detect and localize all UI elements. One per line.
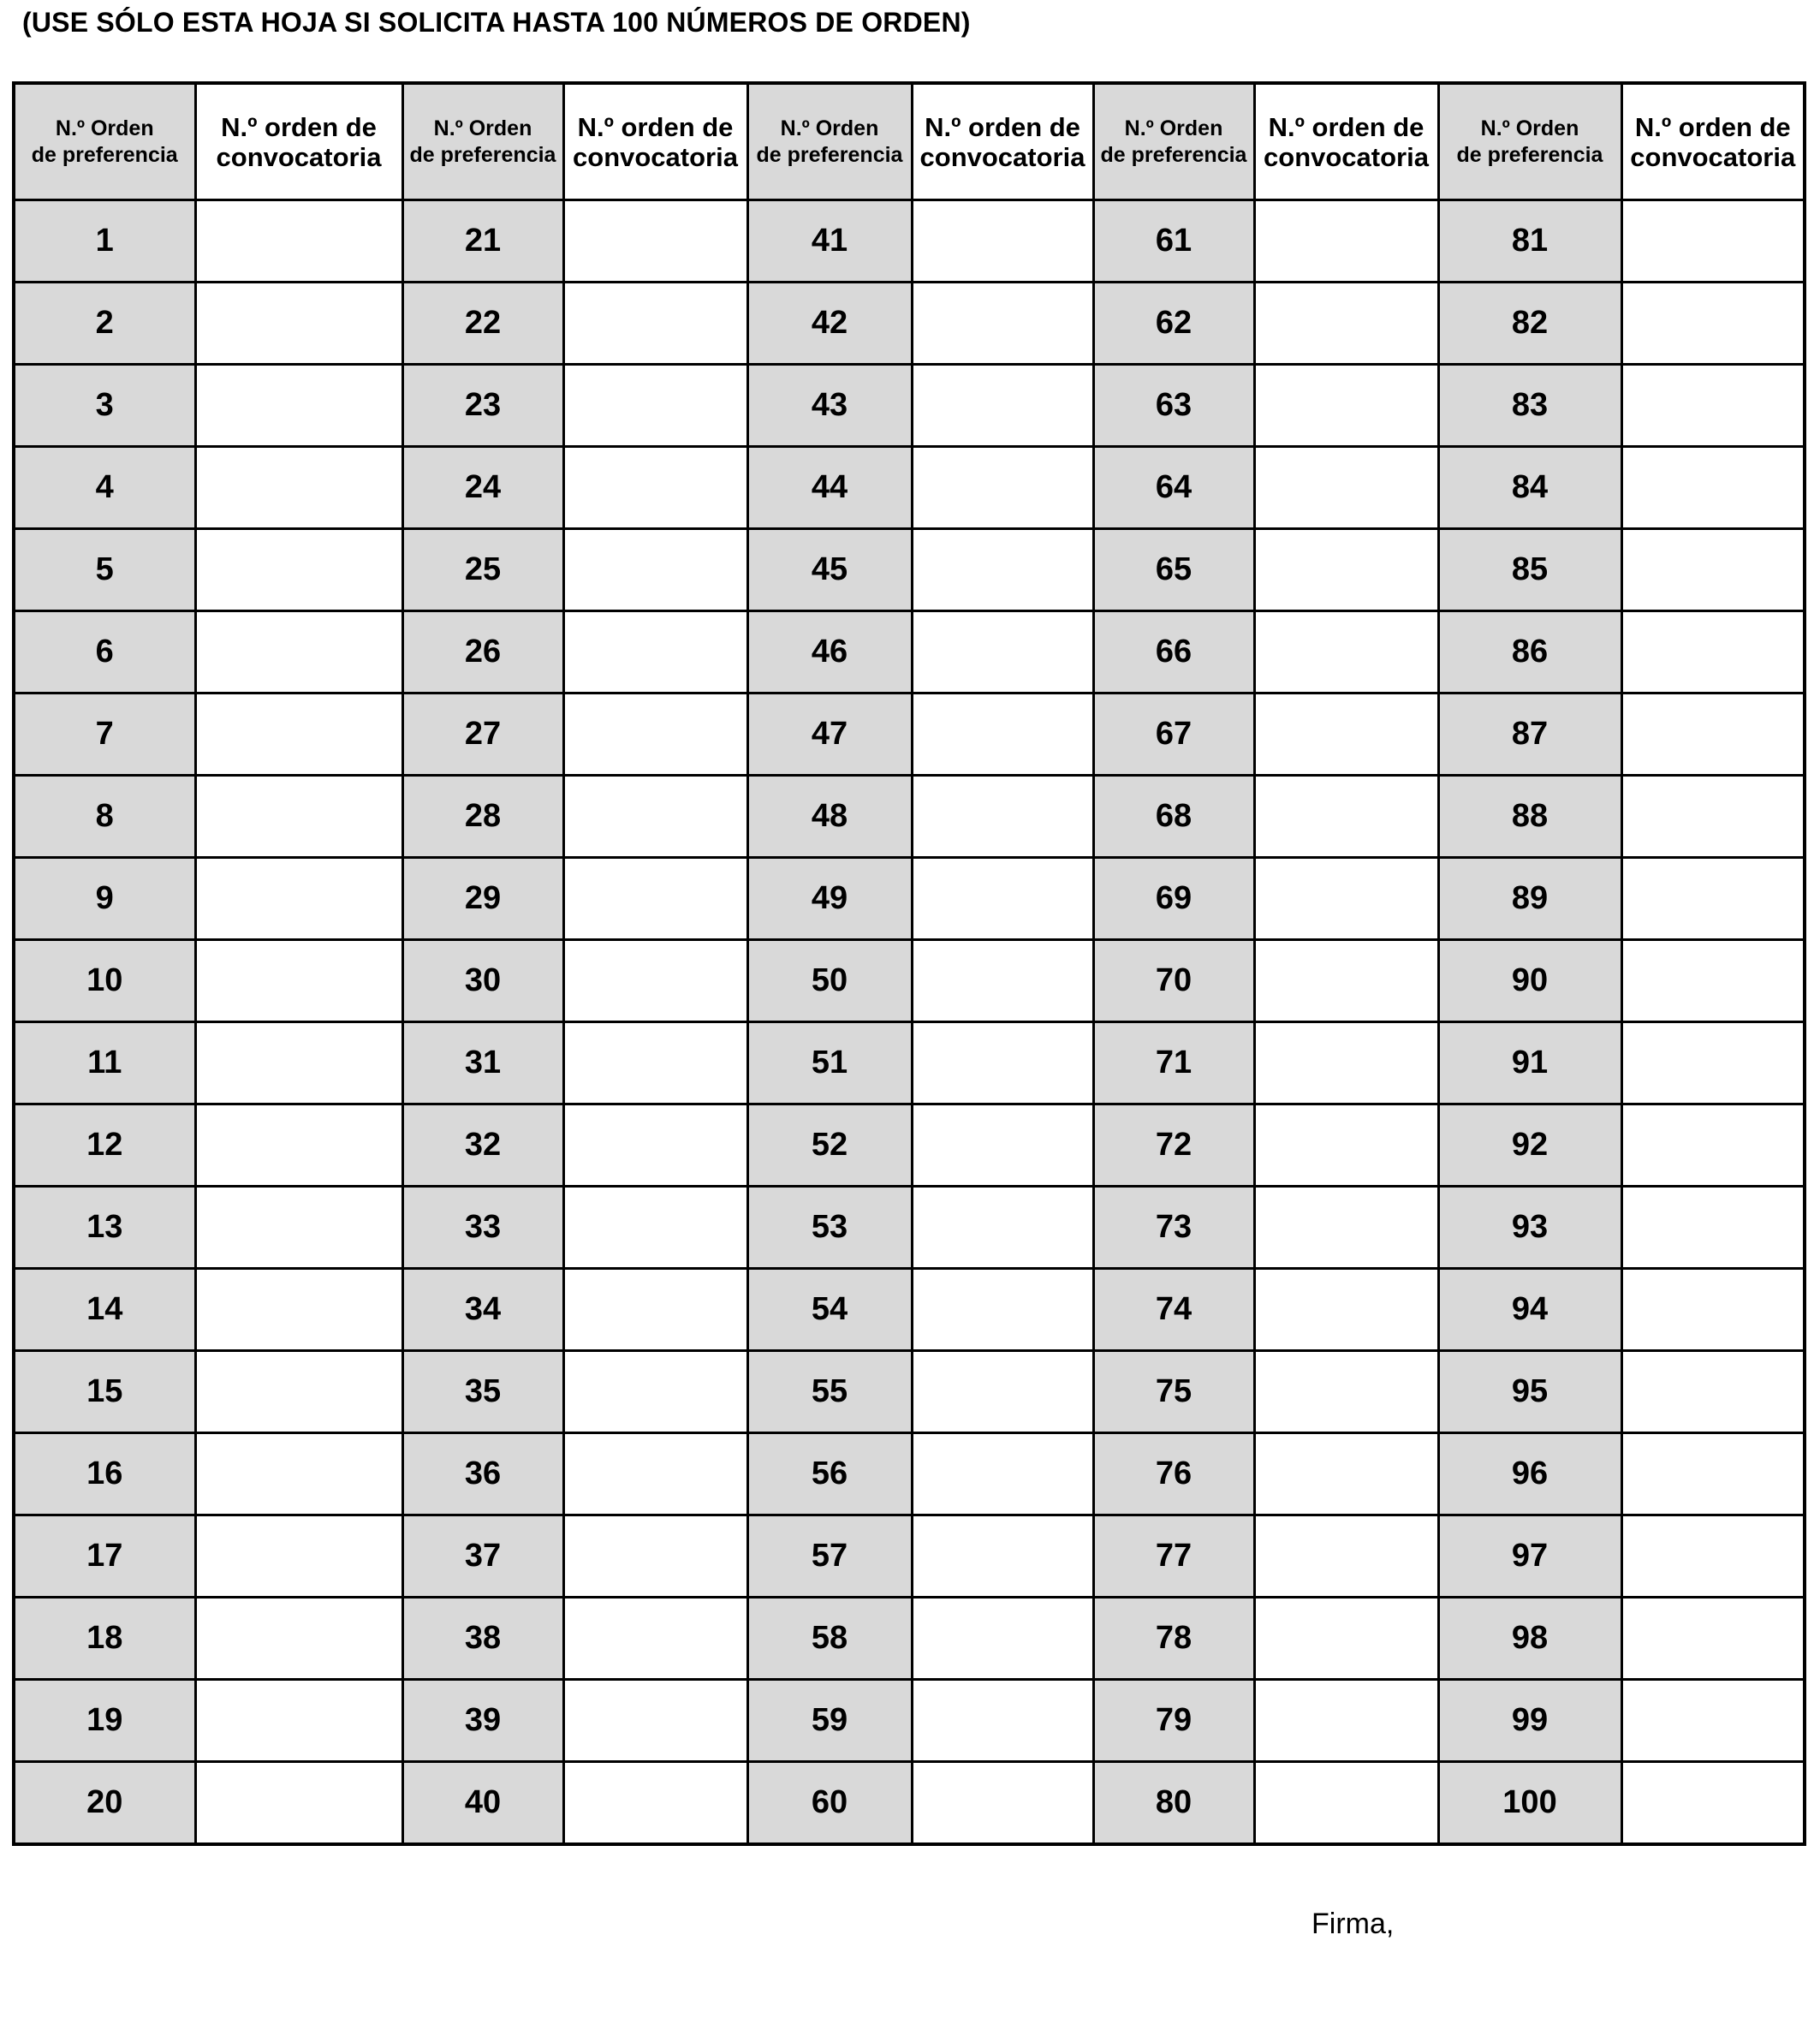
call-order-entry-cell[interactable] (195, 1269, 402, 1351)
preference-number-cell: 78 (1093, 1598, 1254, 1680)
call-order-entry-cell[interactable] (563, 1680, 747, 1762)
preference-number-cell: 16 (14, 1433, 195, 1515)
call-order-entry-cell[interactable] (195, 1104, 402, 1187)
preference-number-cell: 70 (1093, 940, 1254, 1022)
call-order-entry-cell[interactable] (912, 447, 1093, 529)
preference-number-cell: 31 (402, 1022, 563, 1104)
preference-number-cell: 66 (1093, 611, 1254, 694)
table-row (14, 611, 1805, 694)
call-order-entry-cell[interactable] (195, 1022, 402, 1104)
preference-number-cell: 85 (1438, 529, 1621, 611)
call-order-entry-cell[interactable] (563, 1762, 747, 1845)
preference-number-cell: 39 (402, 1680, 563, 1762)
table-row (14, 1022, 1805, 1104)
call-order-entry-cell[interactable] (912, 1680, 1093, 1762)
preference-number-cell: 18 (14, 1598, 195, 1680)
preference-number-cell: 58 (747, 1598, 912, 1680)
call-order-entry-cell[interactable] (1254, 200, 1438, 283)
preference-number-cell: 19 (14, 1680, 195, 1762)
call-order-entry-cell[interactable] (1621, 1187, 1805, 1269)
preference-number-cell: 83 (1438, 365, 1621, 447)
preference-number-cell: 73 (1093, 1187, 1254, 1269)
call-order-entry-cell[interactable] (563, 1022, 747, 1104)
header-call-line2: convocatoria (919, 141, 1085, 172)
call-order-entry-cell[interactable] (195, 365, 402, 447)
header-preference-line2: de preferencia (756, 142, 903, 167)
preference-number-cell: 57 (747, 1515, 912, 1598)
header-call-line1: N.º orden de (1634, 111, 1791, 142)
preference-number-cell: 50 (747, 940, 912, 1022)
call-order-entry-cell[interactable] (563, 1433, 747, 1515)
call-order-entry-cell[interactable] (1621, 1022, 1805, 1104)
header-preference-line2: de preferencia (1456, 142, 1603, 167)
call-order-entry-cell[interactable] (912, 858, 1093, 940)
header-call-line1: N.º orden de (925, 111, 1080, 142)
header-row (14, 83, 1805, 200)
call-order-entry-cell[interactable] (1621, 776, 1805, 858)
call-order-entry-cell[interactable] (912, 365, 1093, 447)
call-order-entry-cell[interactable] (195, 1680, 402, 1762)
call-order-entry-cell[interactable] (563, 365, 747, 447)
preference-number-cell: 74 (1093, 1269, 1254, 1351)
header-call-line1: N.º orden de (577, 111, 734, 142)
call-order-entry-cell[interactable] (912, 694, 1093, 776)
call-order-entry-cell[interactable] (1254, 1269, 1438, 1351)
header-call-order (1621, 83, 1805, 200)
call-order-entry-cell[interactable] (1621, 283, 1805, 365)
header-call-line2: convocatoria (1264, 141, 1429, 172)
call-order-entry-cell[interactable] (912, 611, 1093, 694)
call-order-entry-cell[interactable] (1621, 1104, 1805, 1187)
preference-number-cell: 97 (1438, 1515, 1621, 1598)
call-order-entry-cell[interactable] (195, 283, 402, 365)
call-order-entry-cell[interactable] (195, 1762, 402, 1845)
call-order-entry-cell[interactable] (195, 694, 402, 776)
preference-number-cell: 82 (1438, 283, 1621, 365)
call-order-entry-cell[interactable] (195, 1515, 402, 1598)
header-call-order (563, 83, 747, 200)
table-row (14, 1680, 1805, 1762)
header-preference-order (1093, 83, 1254, 200)
preference-number-cell: 34 (402, 1269, 563, 1351)
table-row (14, 776, 1805, 858)
call-order-entry-cell[interactable] (1621, 858, 1805, 940)
preference-number-cell: 87 (1438, 694, 1621, 776)
preference-number-cell: 8 (14, 776, 195, 858)
call-order-entry-cell[interactable] (1254, 776, 1438, 858)
preference-number-cell: 6 (14, 611, 195, 694)
header-call-line2: convocatoria (1630, 141, 1796, 172)
call-order-entry-cell[interactable] (563, 529, 747, 611)
preference-number-cell: 96 (1438, 1433, 1621, 1515)
table-row (14, 858, 1805, 940)
call-order-entry-cell[interactable] (1254, 1762, 1438, 1845)
preference-number-cell: 86 (1438, 611, 1621, 694)
call-order-entry-cell[interactable] (195, 1433, 402, 1515)
header-preference-line2: de preferencia (31, 142, 178, 167)
header-call-order (1254, 83, 1438, 200)
table-row (14, 1269, 1805, 1351)
preference-number-cell: 65 (1093, 529, 1254, 611)
preference-number-cell: 32 (402, 1104, 563, 1187)
preference-number-cell: 46 (747, 611, 912, 694)
call-order-entry-cell[interactable] (1621, 1762, 1805, 1845)
call-order-entry-cell[interactable] (195, 447, 402, 529)
preference-number-cell: 71 (1093, 1022, 1254, 1104)
table-row (14, 940, 1805, 1022)
preference-number-cell: 13 (14, 1187, 195, 1269)
preference-number-cell: 72 (1093, 1104, 1254, 1187)
preference-number-cell: 80 (1093, 1762, 1254, 1845)
preference-number-cell: 59 (747, 1680, 912, 1762)
call-order-entry-cell[interactable] (1621, 1680, 1805, 1762)
call-order-entry-cell[interactable] (912, 283, 1093, 365)
table-row (14, 200, 1805, 283)
preference-number-cell: 38 (402, 1598, 563, 1680)
preference-number-cell: 17 (14, 1515, 195, 1598)
call-order-entry-cell[interactable] (1254, 858, 1438, 940)
call-order-entry-cell[interactable] (1254, 1187, 1438, 1269)
table-row (14, 1104, 1805, 1187)
call-order-entry-cell[interactable] (195, 858, 402, 940)
call-order-entry-cell[interactable] (1621, 611, 1805, 694)
preference-number-cell: 45 (747, 529, 912, 611)
preference-number-cell: 63 (1093, 365, 1254, 447)
header-preference-line2: de preferencia (1100, 142, 1247, 167)
preference-number-cell: 48 (747, 776, 912, 858)
call-order-entry-cell[interactable] (563, 1187, 747, 1269)
call-order-entry-cell[interactable] (912, 1104, 1093, 1187)
preference-number-cell: 99 (1438, 1680, 1621, 1762)
call-order-entry-cell[interactable] (912, 529, 1093, 611)
preference-number-cell: 1 (14, 200, 195, 283)
preference-number-cell: 26 (402, 611, 563, 694)
call-order-entry-cell[interactable] (195, 776, 402, 858)
call-order-entry-cell[interactable] (1254, 447, 1438, 529)
header-call-order (195, 83, 402, 200)
preference-number-cell: 51 (747, 1022, 912, 1104)
preference-number-cell: 4 (14, 447, 195, 529)
call-order-entry-cell[interactable] (563, 1104, 747, 1187)
call-order-entry-cell[interactable] (563, 1515, 747, 1598)
preference-number-cell: 100 (1438, 1762, 1621, 1845)
preference-number-cell: 54 (747, 1269, 912, 1351)
call-order-entry-cell[interactable] (195, 940, 402, 1022)
call-order-entry-cell[interactable] (912, 1762, 1093, 1845)
preference-number-cell: 15 (14, 1351, 195, 1433)
call-order-entry-cell[interactable] (912, 1187, 1093, 1269)
preference-number-cell: 90 (1438, 940, 1621, 1022)
call-order-entry-cell[interactable] (1621, 529, 1805, 611)
table-row (14, 694, 1805, 776)
preference-number-cell: 75 (1093, 1351, 1254, 1433)
call-order-entry-cell[interactable] (563, 1269, 747, 1351)
call-order-entry-cell[interactable] (1254, 611, 1438, 694)
preference-number-cell: 20 (14, 1762, 195, 1845)
preference-number-cell: 2 (14, 283, 195, 365)
table-row (14, 283, 1805, 365)
call-order-entry-cell[interactable] (195, 200, 402, 283)
call-order-entry-cell[interactable] (912, 776, 1093, 858)
table-row (14, 365, 1805, 447)
preference-number-cell: 67 (1093, 694, 1254, 776)
call-order-entry-cell[interactable] (195, 1187, 402, 1269)
call-order-entry-cell[interactable] (563, 776, 747, 858)
preference-number-cell: 62 (1093, 283, 1254, 365)
call-order-entry-cell[interactable] (1621, 1433, 1805, 1515)
preference-number-cell: 30 (402, 940, 563, 1022)
preference-number-cell: 68 (1093, 776, 1254, 858)
call-order-entry-cell[interactable] (912, 940, 1093, 1022)
table-row (14, 1515, 1805, 1598)
preference-number-cell: 43 (747, 365, 912, 447)
header-preference-order (402, 83, 563, 200)
table-row (14, 447, 1805, 529)
call-order-entry-cell[interactable] (912, 200, 1093, 283)
preference-number-cell: 28 (402, 776, 563, 858)
table-row (14, 1351, 1805, 1433)
call-order-entry-cell[interactable] (563, 858, 747, 940)
preference-number-cell: 81 (1438, 200, 1621, 283)
table-row (14, 1433, 1805, 1515)
order-preference-table (12, 81, 1806, 1846)
preference-number-cell: 7 (14, 694, 195, 776)
preference-number-cell: 89 (1438, 858, 1621, 940)
preference-number-cell: 21 (402, 200, 563, 283)
header-preference-order (14, 83, 195, 200)
header-call-line2: convocatoria (216, 141, 382, 172)
call-order-entry-cell[interactable] (1254, 1433, 1438, 1515)
call-order-entry-cell[interactable] (912, 1515, 1093, 1598)
call-order-entry-cell[interactable] (1621, 200, 1805, 283)
preference-number-cell: 94 (1438, 1269, 1621, 1351)
call-order-entry-cell[interactable] (563, 1351, 747, 1433)
preference-number-cell: 41 (747, 200, 912, 283)
call-order-entry-cell[interactable] (195, 1351, 402, 1433)
call-order-entry-cell[interactable] (563, 940, 747, 1022)
preference-number-cell: 52 (747, 1104, 912, 1187)
preference-number-cell: 11 (14, 1022, 195, 1104)
call-order-entry-cell[interactable] (1254, 940, 1438, 1022)
call-order-entry-cell[interactable] (1254, 529, 1438, 611)
header-preference-line2: de preferencia (409, 142, 556, 167)
call-order-entry-cell[interactable] (1254, 365, 1438, 447)
call-order-entry-cell[interactable] (912, 1433, 1093, 1515)
preference-number-cell: 33 (402, 1187, 563, 1269)
header-preference-line1: N.º Orden (1124, 116, 1223, 140)
header-preference-order (1438, 83, 1621, 200)
preference-number-cell: 14 (14, 1269, 195, 1351)
preference-number-cell: 5 (14, 529, 195, 611)
preference-number-cell: 92 (1438, 1104, 1621, 1187)
call-order-entry-cell[interactable] (1621, 1351, 1805, 1433)
preference-number-cell: 27 (402, 694, 563, 776)
call-order-entry-cell[interactable] (912, 1022, 1093, 1104)
preference-number-cell: 55 (747, 1351, 912, 1433)
preference-number-cell: 95 (1438, 1351, 1621, 1433)
call-order-entry-cell[interactable] (563, 447, 747, 529)
preference-number-cell: 69 (1093, 858, 1254, 940)
call-order-entry-cell[interactable] (1254, 283, 1438, 365)
header-call-line2: convocatoria (573, 141, 738, 172)
call-order-entry-cell[interactable] (1621, 1515, 1805, 1598)
header-preference-line1: N.º Orden (433, 116, 532, 140)
preference-number-cell: 42 (747, 283, 912, 365)
preference-number-cell: 93 (1438, 1187, 1621, 1269)
call-order-entry-cell[interactable] (1254, 1515, 1438, 1598)
preference-number-cell: 88 (1438, 776, 1621, 858)
preference-number-cell: 56 (747, 1433, 912, 1515)
call-order-entry-cell[interactable] (1621, 447, 1805, 529)
preference-number-cell: 61 (1093, 200, 1254, 283)
call-order-entry-cell[interactable] (1621, 1598, 1805, 1680)
preference-number-cell: 22 (402, 283, 563, 365)
preference-number-cell: 77 (1093, 1515, 1254, 1598)
table-body (14, 200, 1805, 1845)
preference-number-cell: 12 (14, 1104, 195, 1187)
preference-number-cell: 40 (402, 1762, 563, 1845)
preference-number-cell: 35 (402, 1351, 563, 1433)
call-order-entry-cell[interactable] (912, 1351, 1093, 1433)
call-order-entry-cell[interactable] (563, 283, 747, 365)
header-call-line1: N.º orden de (221, 111, 377, 142)
call-order-entry-cell[interactable] (1254, 1104, 1438, 1187)
call-order-entry-cell[interactable] (912, 1269, 1093, 1351)
table-row (14, 1762, 1805, 1845)
call-order-entry-cell[interactable] (1254, 1351, 1438, 1433)
call-order-entry-cell[interactable] (912, 1598, 1093, 1680)
call-order-entry-cell[interactable] (1621, 694, 1805, 776)
call-order-entry-cell[interactable] (563, 200, 747, 283)
call-order-entry-cell[interactable] (1621, 1269, 1805, 1351)
call-order-entry-cell[interactable] (195, 611, 402, 694)
preference-number-cell: 37 (402, 1515, 563, 1598)
preference-number-cell: 24 (402, 447, 563, 529)
page-title: (USE SÓLO ESTA HOJA SI SOLICITA HASTA 100 NÚMEROS DE ORDEN) (22, 7, 971, 38)
header-preference-order (747, 83, 912, 200)
preference-number-cell: 60 (747, 1762, 912, 1845)
preference-number-cell: 79 (1093, 1680, 1254, 1762)
call-order-entry-cell[interactable] (1254, 1680, 1438, 1762)
preference-number-cell: 36 (402, 1433, 563, 1515)
header-preference-line1: N.º Orden (1480, 116, 1579, 140)
call-order-entry-cell[interactable] (195, 529, 402, 611)
call-order-entry-cell[interactable] (563, 1598, 747, 1680)
preference-number-cell: 64 (1093, 447, 1254, 529)
preference-number-cell: 84 (1438, 447, 1621, 529)
header-preference-line1: N.º Orden (780, 116, 879, 140)
call-order-entry-cell[interactable] (563, 611, 747, 694)
preference-number-cell: 98 (1438, 1598, 1621, 1680)
preference-number-cell: 9 (14, 858, 195, 940)
preference-number-cell: 53 (747, 1187, 912, 1269)
call-order-entry-cell[interactable] (1621, 365, 1805, 447)
call-order-entry-cell[interactable] (1254, 1598, 1438, 1680)
header-preference-line1: N.º Orden (55, 116, 154, 140)
call-order-entry-cell[interactable] (1254, 694, 1438, 776)
header-call-order (912, 83, 1093, 200)
table-row (14, 1187, 1805, 1269)
header-call-line1: N.º orden de (1268, 111, 1424, 142)
call-order-entry-cell[interactable] (195, 1598, 402, 1680)
preference-number-cell: 47 (747, 694, 912, 776)
preference-number-cell: 10 (14, 940, 195, 1022)
preference-number-cell: 76 (1093, 1433, 1254, 1515)
preference-number-cell: 23 (402, 365, 563, 447)
signature-label: Firma, (1311, 1908, 1395, 1940)
table-row (14, 529, 1805, 611)
call-order-entry-cell[interactable] (1621, 940, 1805, 1022)
preference-number-cell: 25 (402, 529, 563, 611)
table-row (14, 1598, 1805, 1680)
call-order-entry-cell[interactable] (1254, 1022, 1438, 1104)
preference-number-cell: 49 (747, 858, 912, 940)
preference-number-cell: 91 (1438, 1022, 1621, 1104)
preference-number-cell: 44 (747, 447, 912, 529)
preference-number-cell: 29 (402, 858, 563, 940)
preference-number-cell: 3 (14, 365, 195, 447)
call-order-entry-cell[interactable] (563, 694, 747, 776)
